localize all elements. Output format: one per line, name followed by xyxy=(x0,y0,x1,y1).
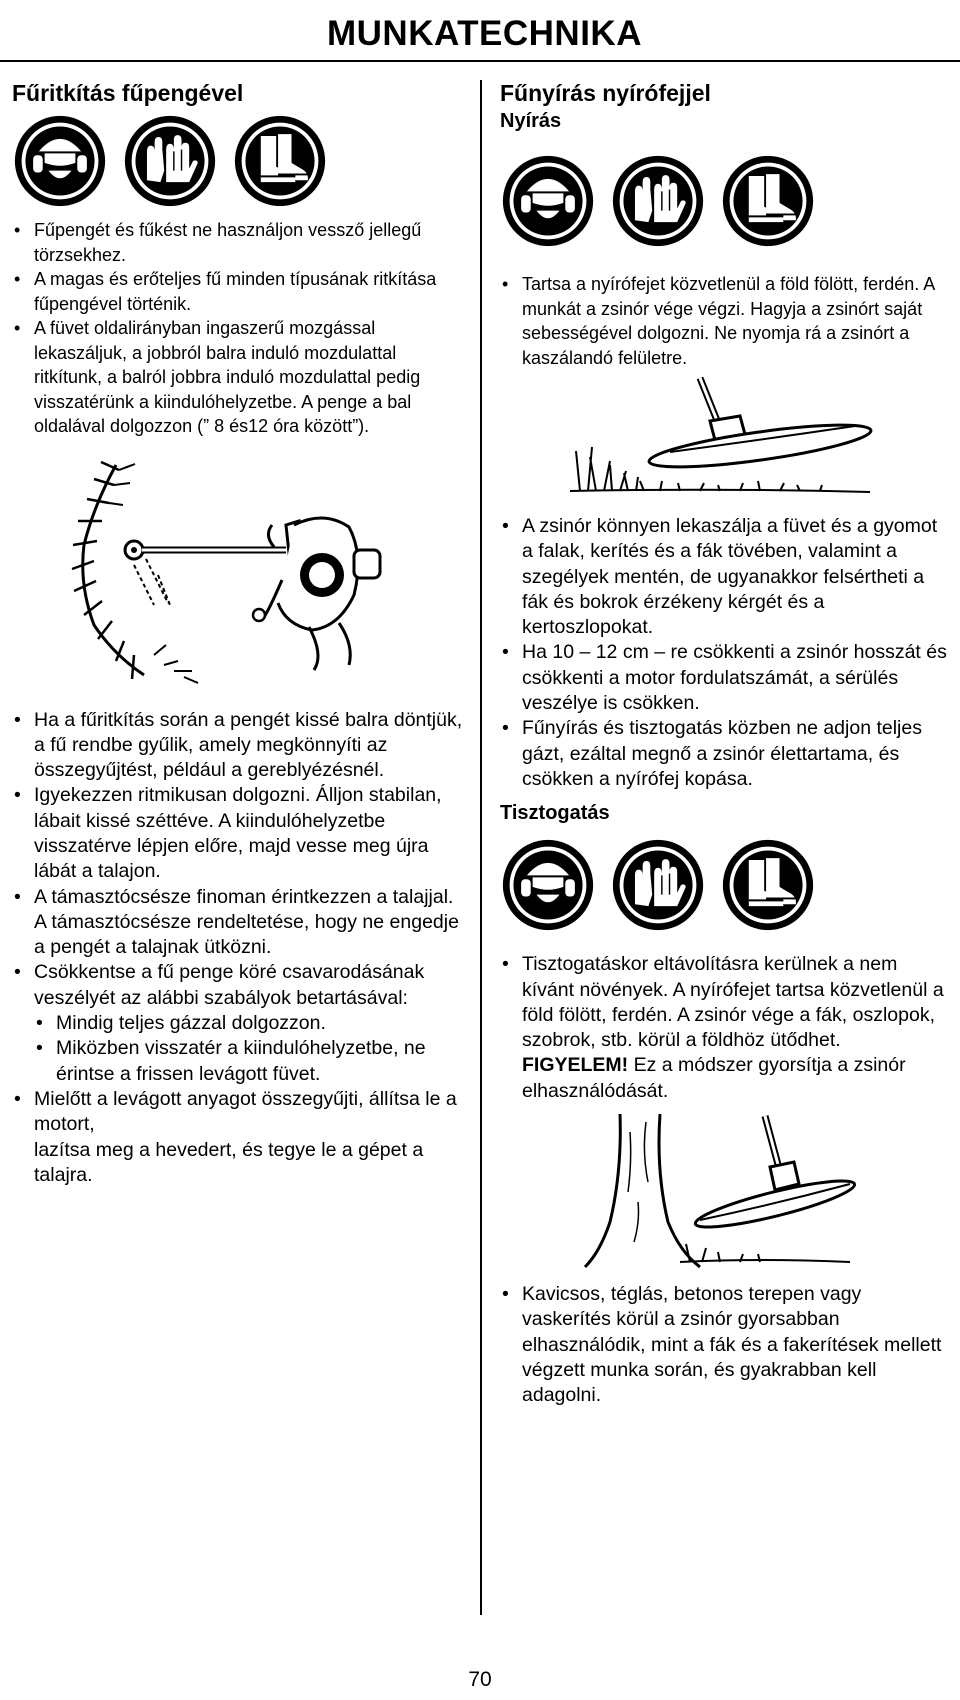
list-item-text: lazítsa meg a hevedert, és tegye le a gépet a talajra. xyxy=(34,1138,424,1186)
cleaning-heading: Tisztogatás xyxy=(500,802,610,825)
header-rule xyxy=(0,60,960,62)
list-item xyxy=(12,1087,467,1188)
trimmer-head-cleaning-illustration xyxy=(580,1112,860,1272)
list-item: • Csökkentse a fű penge köré csavarodásának veszélyét az alábbi szabályok betartásával: xyxy=(12,960,467,1011)
right-ppe-icons xyxy=(500,152,948,250)
right-column xyxy=(500,78,948,1409)
gloves-icon xyxy=(610,837,706,933)
left-bullets-2 xyxy=(12,708,467,1012)
warning-label: FIGYELEM! xyxy=(522,1054,629,1077)
left-heading: Fűritkítás fűpengével xyxy=(12,80,244,106)
left-ppe-icons xyxy=(12,112,467,210)
list-item: • A támasztócsésze finoman érintkezzen a talajjal. A támasztócsésze rendeltetése, hogy ne engedje a pengét a talajnak ütközni. xyxy=(12,885,467,961)
list-item: • A magas és erőteljes fű minden típusának ritkítása fűpengével történik. xyxy=(12,267,467,316)
right-bullets-3 xyxy=(500,952,948,1104)
right-heading: Fűnyírás nyírófejjel xyxy=(500,80,711,106)
list-item: • Igyekezzen ritmikusan dolgozni. Álljon stabilan, lábait kissé széttéve. A kiindulóhelyzetbe visszatérve lépjen előre, majd vesse meg újra lábát a talajon. xyxy=(12,783,467,884)
page-header xyxy=(0,0,960,62)
left-bullets-1 xyxy=(12,218,467,439)
list-item: • Ha 10 – 12 cm – re csökkenti a zsinór hosszát és csökkenti a motor fordulatszámát, a sérülés veszélye is csökken. xyxy=(500,640,948,716)
list-item-text: Mielőtt a levágott anyagot összegyűjti, állítsa le a motort, xyxy=(34,1087,457,1136)
list-item: • A füvet oldalirányban ingaszerű mozgással lekaszáljuk, a jobbról balra induló mozdulattal ritkítunk, a balról jobbra induló mozdulattal pedig visszatérünk a kiindulóhelyzetbe. A penge a bal oldalával dolgozzon (” 8 és12 óra között”). xyxy=(12,316,467,439)
cleaning-ppe-icons xyxy=(500,836,948,934)
list-item-text: Tisztogatáskor eltávolításra kerülnek a nem kívánt növények. A nyírófejet tartsa közvetlenül a föld fölött, ferdén. A zsinór vége a fák, oszlopok, szobrok, stb. körül a földhöz ütődhet. xyxy=(522,953,944,1052)
face-protection-icon xyxy=(12,113,108,209)
right-bullets-4 xyxy=(500,1282,948,1408)
list-item: • Fűpengét és fűkést ne használjon vessző jellegű törzsekhez. xyxy=(12,218,467,267)
boots-icon xyxy=(720,153,816,249)
blade-trimming-illustration xyxy=(64,455,384,690)
list-item: • Miközben visszatér a kiindulóhelyzetbe, ne érintse a frissen levágott füvet. xyxy=(34,1036,467,1087)
list-item: • Fűnyírás és tisztogatás közben ne adjon teljes gázt, ezáltal megnő a zsinór élettartama, és csökken a nyírófej kopása. xyxy=(500,716,948,792)
column-divider xyxy=(480,80,482,1615)
list-item: • Kavicsos, téglás, betonos terepen vagy vaskerítés körül a zsinór gyorsabban elhasználódik, mint a fák és a fakerítések mellett végzett munka során, és gyakrabban kell adagolni. xyxy=(500,1282,948,1408)
page-number: 70 xyxy=(468,1668,492,1691)
list-item xyxy=(500,952,948,1104)
list-item: • Tartsa a nyírófejet közvetlenül a föld fölött, ferdén. A munkát a zsinór vége végzi. Hagyja a zsinórt saját sebességével dolgozni. Ne nyomja rá a zsinórt a kaszálandó felületre. xyxy=(500,272,948,370)
left-bullets-3 xyxy=(12,1087,467,1188)
list-item-text: Ez a módszer gyorsítja a zsinór elhasználódását. xyxy=(522,1054,906,1102)
list-item: • A zsinór könnyen lekaszálja a füvet és a gyomot a falak, kerítés és a fák tövében, valamint a szegélyek mentén, de ugyanakkor felsértheti a fák és bokrok érzékeny kérgét és a kertoszlopokat. xyxy=(500,514,948,640)
list-item: • Mindig teljes gázzal dolgozzon. xyxy=(34,1011,467,1036)
right-subheading: Nyírás xyxy=(500,110,562,132)
trimmer-head-mowing-illustration xyxy=(570,376,880,496)
boots-icon xyxy=(720,837,816,933)
left-column xyxy=(12,78,467,1188)
right-bullets-2 xyxy=(500,514,948,792)
gloves-icon xyxy=(122,113,218,209)
list-item: • Ha a fűritkítás során a pengét kissé balra döntjük, a fű rendbe gyűlik, amely megkönnyíti az összegyűjtést, például a gereblyézésnél. xyxy=(12,708,467,784)
right-bullets-1 xyxy=(500,272,948,370)
boots-icon xyxy=(232,113,328,209)
left-sub-bullets xyxy=(34,1011,467,1087)
page-title: MUNKATECHNIKA xyxy=(327,14,642,53)
face-protection-icon xyxy=(500,153,596,249)
gloves-icon xyxy=(610,153,706,249)
face-protection-icon xyxy=(500,837,596,933)
